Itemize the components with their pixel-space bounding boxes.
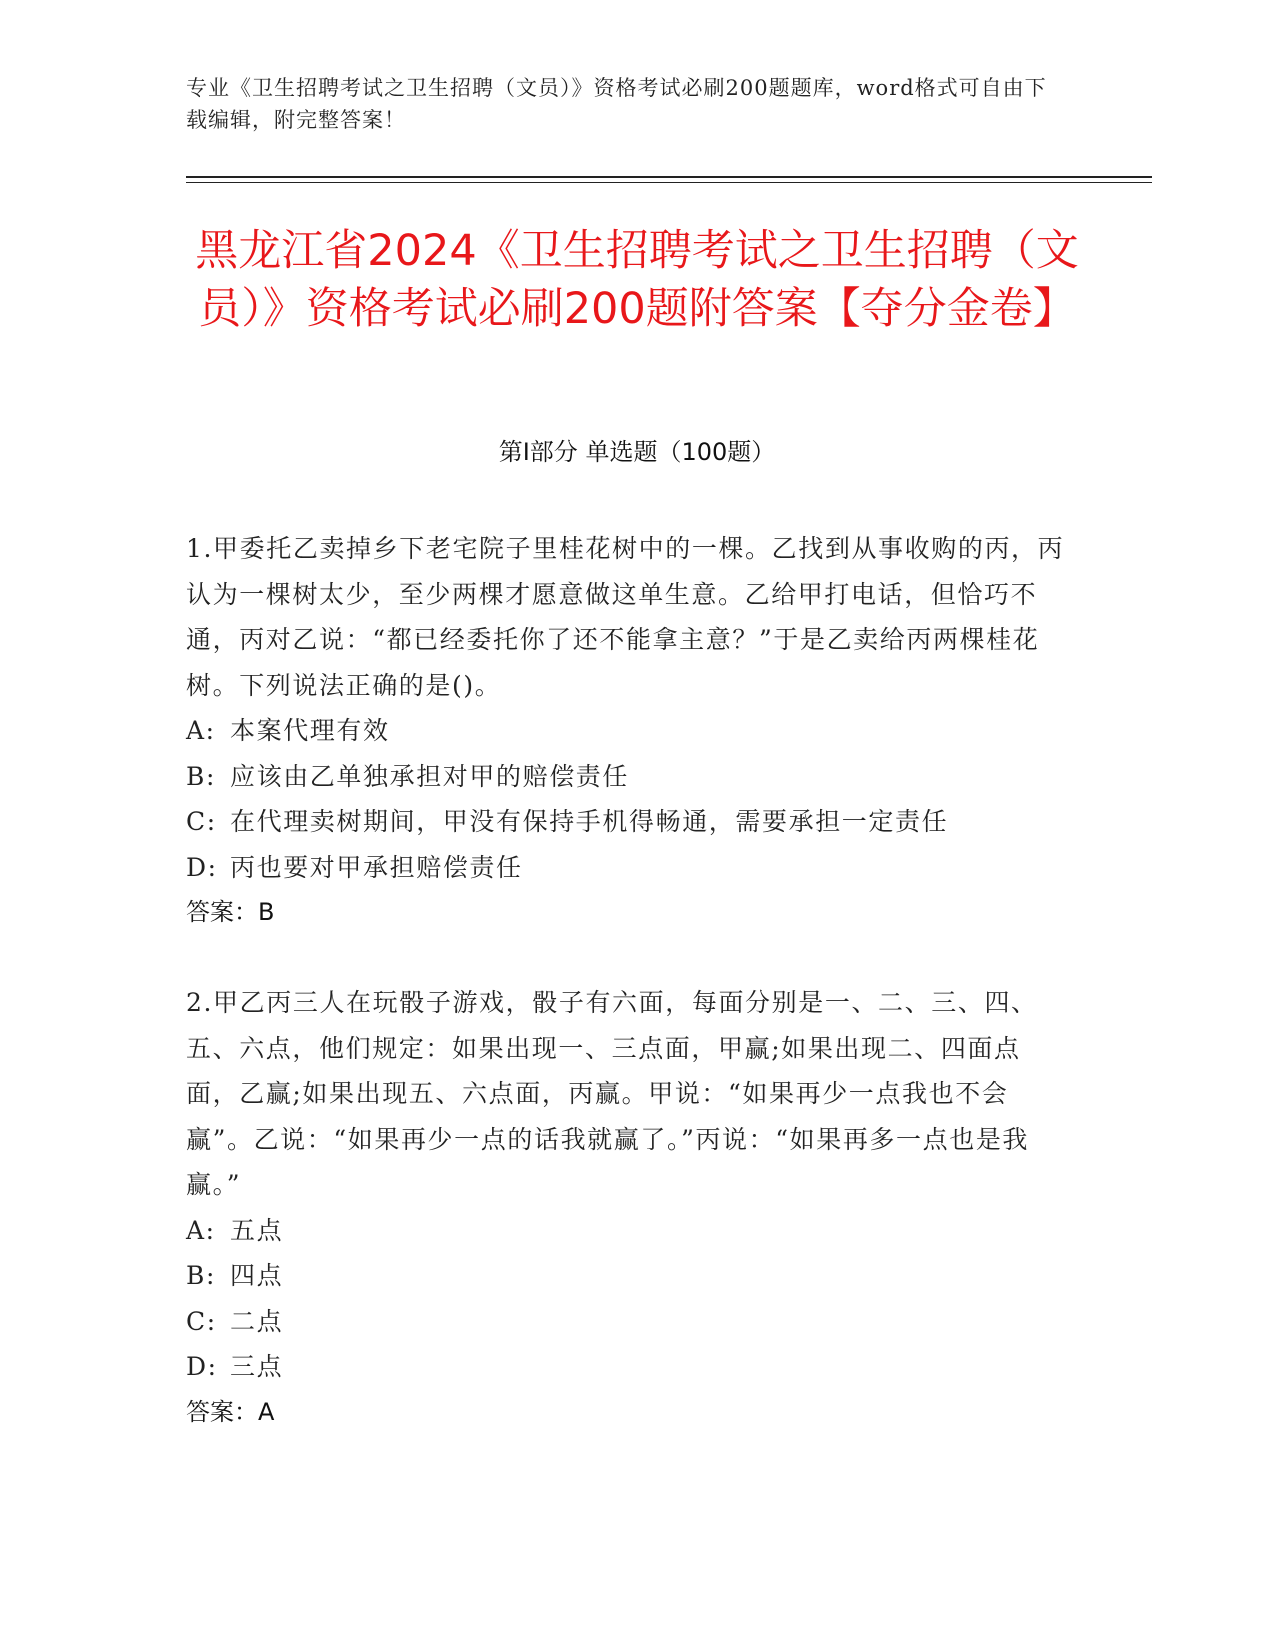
question-1 — [186, 526, 1066, 936]
option-key: B: — [186, 1261, 216, 1290]
option-text: 本案代理有效 — [230, 716, 390, 745]
option-key: C: — [186, 1306, 217, 1336]
section-heading: 第I部分 单选题（100题） — [498, 438, 776, 466]
option-a — [186, 1208, 1066, 1254]
option-text: 在代理卖树期间，甲没有保持手机得畅通，需要承担一定责任 — [230, 807, 949, 836]
option-d — [186, 845, 1066, 891]
option-key: A: — [186, 1215, 216, 1245]
answer-line: 答案：A — [186, 1397, 275, 1426]
option-b — [186, 1253, 1066, 1299]
option-text: 二点 — [230, 1306, 284, 1336]
option-c — [186, 799, 1066, 845]
option-text: 应该由乙单独承担对甲的赔偿责任 — [230, 761, 630, 791]
option-key: A: — [186, 716, 216, 745]
option-key: B: — [186, 761, 216, 791]
answer-line: 答案：B — [186, 898, 275, 926]
option-key: D: — [186, 852, 218, 882]
question-stem: 2.甲乙丙三人在玩骰子游戏，骰子有六面，每面分别是一、二、三、四、五、六点，他们规定：如果出现一、三点面，甲赢;如果出现二、四面点面，乙赢;如果出现五、六点面，丙赢。甲说：“如果再少一点我也不会赢”。乙说：“如果再少一点的话我就赢了。”丙说：“如果再多一点也是我赢。” — [186, 988, 1038, 1199]
document-title: 黑龙江省2024《卫生招聘考试之卫生招聘（文员）》资格考试必刷200题附答案【夺分金卷】 — [195, 226, 1079, 334]
option-b — [186, 754, 1066, 800]
option-c — [186, 1299, 1066, 1345]
option-text: 五点 — [230, 1215, 284, 1245]
question-stem: 1.甲委托乙卖掉乡下老宅院子里桂花树中的一棵。乙找到从事收购的丙，丙认为一棵树太少，至少两棵才愿意做这单生意。乙给甲打电话，但恰巧不通，丙对乙说：“都已经委托你了还不能拿主意？”于是乙卖给丙两棵桂花树。下列说法正确的是()。 — [186, 534, 1065, 700]
header-rule-thin — [186, 182, 1152, 183]
option-text: 四点 — [230, 1261, 284, 1290]
option-key: C: — [186, 807, 217, 836]
question-2 — [186, 980, 1066, 1435]
option-a — [186, 708, 1066, 754]
option-key: D: — [186, 1352, 218, 1381]
option-d — [186, 1344, 1066, 1390]
header-rule-thick — [186, 176, 1152, 178]
header-note: 专业《卫生招聘考试之卫生招聘（文员）》资格考试必刷200题题库，word格式可自由下载编辑，附完整答案！ — [186, 76, 1047, 132]
option-text: 丙也要对甲承担赔偿责任 — [230, 852, 523, 882]
option-text: 三点 — [230, 1352, 284, 1381]
